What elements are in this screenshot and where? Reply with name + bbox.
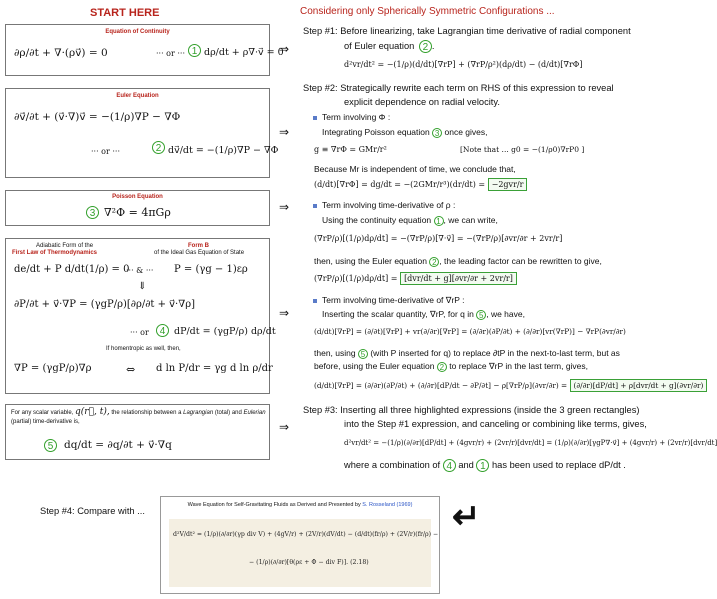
term2-eq: (∇rP/ρ)[(1/ρ)dρ/dt] = −(∇rP/ρ)[∇·v⃗] = −(∇rP/ρ)[∂vr/∂r + 2vr/r] [314,234,563,243]
term2-eq2-main: (∇rP/ρ)[(1/ρ)dρ/dt] = [314,274,398,283]
derivative-text-d: (partial) time-derivative is, [11,419,80,425]
thermo-title-d: of the Ideal Gas Equation of State [154,250,245,256]
derivative-text-a: For any scalar variable, [11,410,74,416]
euler-box [5,88,279,178]
term3-b: , we have, [486,309,525,319]
euler-or: ··· or ··· [91,147,120,156]
bullet-2 [313,204,317,208]
term2-c: then, using the Euler equation [314,256,427,266]
step3-circle-1: 1 [476,459,489,472]
rosseland-title [161,502,439,508]
continuity-eq-b: dρ/dt + ρ∇·v⃗ = 0 [204,47,284,58]
arrow-1: ⇒ [279,42,290,56]
term1-b: once gives, [444,127,488,137]
step1-line1: Step #1: Before linearizing, take Lagrangian time derivative of radial component [303,26,631,36]
term3-title: Term involving time-derivative of ∇rP : [322,295,465,305]
thermo-or: ··· or [130,328,149,337]
term1-title: Term involving Φ : [322,112,391,122]
term3-f: to replace ∇rP in the last term, gives, [449,361,589,371]
derivative-var: q(r⃗, t), [75,407,110,417]
thermo-title-a: Adiabatic Form of the [36,243,94,249]
thermo-title-c: Form B [188,243,209,249]
term3-c: then, using [314,348,356,358]
step3-line1: Step #3: Inserting all three highlighted expressions (inside the 3 green rectangles) [303,405,640,415]
arrow-4: ⇒ [279,306,290,320]
homentropic-note: If homentropic as well, then, [106,346,181,352]
term1-note: [Note that ... g0 = −(1/ρ0)∇rP0 ] [460,145,585,154]
bullet-3 [313,299,317,303]
return-arrow-icon: ↵ [452,498,481,536]
circle-1: 1 [188,44,201,57]
thermo-amp: ··· & ··· [126,266,154,275]
poisson-eq: ∇²Φ = 4πGρ [104,206,171,219]
arrow-5: ⇒ [279,420,290,434]
term2-circle-1: 1 [434,216,444,226]
term3-line-c [314,348,620,359]
rosseland-eq1: d²V/dt² = (1/ρ)(∂/∂r)(γp div V) + (4gV/r) + (2V/r)(dV/dt) − (d/dt)(fr/ρ) + (2V/r)(fr/ρ) − [173,531,439,538]
term3-line-a [322,309,525,320]
circle-5: 5 [44,439,57,452]
circle-2: 2 [152,141,165,154]
term2-circle-2: 2 [429,257,439,267]
term2-title: Term involving time-derivative of ρ : [322,200,456,210]
thermo-eq1b: P = (γg − 1)ερ [174,264,248,275]
step3-line2: into the Step #1 expression, and canceling or combining like terms, gives, [344,419,647,429]
rosseland-eq-area [169,519,439,587]
term1-c: Because Mr is independent of time, we conclude that, [314,164,516,174]
rosseland-box [160,496,440,594]
lagrangian-word: Lagrangian [183,410,214,416]
bullet-1 [313,116,317,120]
thermo-eq1: de/dt + P d/dt(1/ρ) = 0 [14,264,130,275]
step1-line2 [344,40,434,53]
thermo-box [5,238,276,394]
continuity-box [5,24,284,76]
poisson-box [5,190,270,226]
term2-b: , we can write, [443,215,498,225]
derivative-text-c: (total) and [214,410,242,416]
step3-e: has been used to replace dP/dt . [492,459,626,470]
step1-circle-2: 2 [419,40,432,53]
thermo-iff: ⇔ [126,363,136,376]
step3-c: where a combination of [344,459,441,470]
rosseland-eq2: − (1/ρ)(∂/∂r)[θ(ρε + Φ − div F)]. (2.18) [249,559,369,566]
right-heading: Considering only Spherically Symmetric Configurations ... [300,6,555,17]
step2-line2: explicit dependence on radial velocity. [344,97,500,107]
start-here-title: START HERE [90,7,160,19]
term3-circle-5: 5 [476,310,486,320]
step1-eq: d²vr/dt² = −(1/ρ)(d/dt)[∇rP] + (∇rP/ρ²)(dρ/dt) − (d/dt)[∇rΦ] [344,60,583,69]
rosseland-title-text: Wave Equation for Self-Gravitating Fluids as Derived and Presented by [187,502,361,508]
circle-4: 4 [156,324,169,337]
term2-eq2 [314,274,517,283]
term3-eq2 [314,381,707,390]
thermo-title-b: First Law of Thermodynamics [12,250,98,256]
step1-text: of Euler equation [344,40,415,51]
derivative-text-b: the relationship between a [111,410,182,416]
continuity-eq-a: ∂ρ/∂t + ∇·(ρv⃗) = 0 [14,47,108,59]
term3-circle-2: 2 [437,362,447,372]
step3-circle-4: 4 [443,459,456,472]
euler-eq-a: ∂v⃗/∂t + (v⃗·∇)v⃗ = −(1/ρ)∇P − ∇Φ [14,111,181,123]
term1-eq2 [314,180,527,189]
thermo-eq4a: ∇P = (γgP/ρ)∇ρ [14,363,92,374]
derivative-box [5,404,270,460]
term1-eq: g ≡ ∇rΦ = GMr/r² [314,145,387,154]
term3-d: (with P inserted for q) to replace ∂tP in the next-to-last term, but as [370,348,620,358]
step4-label: Step #4: Compare with ... [40,506,145,516]
term3-eq2-main: (d/dt)[∇rP] = (∂/∂r)(∂P/∂t) + (∂/∂r)[dP/dt − ∂P/∂t] − ρ[∇rP/ρ](∂vr/∂r) = [314,381,568,390]
step2-line1: Step #2: Strategically rewrite each term on RHS of this expression to reveal [303,83,614,93]
arrow-3: ⇒ [279,200,290,214]
term3-green-box: (∂/∂r)[dP/dt] + ρ[dvr/dt + g](∂vr/∂r) [570,379,708,392]
term2-green-box: [dvr/dt + g][∂vr/∂r + 2vr/r] [400,272,517,285]
circle-3: 3 [86,206,99,219]
term2-d: , the leading factor can be rewritten to give, [439,256,602,266]
euler-title: Euler Equation [116,93,159,99]
term3-eq: (d/dt)[∇rP] = (∂/∂t)[∇rP] + vr(∂/∂r)[∇rP] = (∂/∂r)(∂P/∂t) + (∂/∂r)[vr(∇rP)] − ∇rP(∂vr/∂r) [314,327,626,336]
step1-period: . [431,40,435,51]
derivative-text [11,408,266,427]
eulerian-word: Eulerian [243,410,266,416]
term2-line-c [314,256,602,267]
step3-d: and [458,459,474,470]
arrow-2: ⇒ [279,125,290,139]
term1-eq2-main: (d/dt)[∇rΦ] = dg/dt = −(2GMr/r³)(dr/dt) = [314,180,486,189]
thermo-eq3: dP/dt = (γgP/ρ) dρ/dt [174,326,276,337]
term2-line-a [322,215,498,226]
term3-a: Inserting the scalar quantity, ∇rP, for q in [322,309,474,319]
continuity-title: Equation of Continuity [105,29,170,35]
step3-eq: d²vr/dt² = −(1/ρ)(∂/∂r)[dP/dt] + (4gvr/r) + (2vr/r)[dvr/dt] = (1/ρ)(∂/∂r)[γgP∇·v⃗] + (4gvr/r) + (2vr/r)[dvr/dt] [344,439,717,447]
continuity-or: ··· or ··· [156,49,185,58]
term1-line-a [322,127,488,138]
term1-green-box: −2gvr/r [488,178,528,191]
derivative-eq: dq/dt = ∂q/∂t + v⃗·∇q [64,439,172,451]
step3-line3 [344,459,626,472]
thermo-eq2: ∂P/∂t + v⃗·∇P = (γgP/ρ)[∂ρ/∂t + v⃗·∇ρ] [14,299,196,310]
thermo-eq4b: d ln P/dr = γg d ln ρ/dr [156,363,273,374]
term3-circle-5b: 5 [358,349,368,359]
term2-a: Using the continuity equation [322,215,432,225]
term1-a: Integrating Poisson equation [322,127,430,137]
euler-eq-b: dv⃗/dt = −(1/ρ)∇P − ∇Φ [168,145,279,156]
poisson-title: Poisson Equation [112,194,163,200]
thermo-down: ⇓ [138,281,147,292]
term3-e: before, using the Euler equation [314,361,435,371]
term1-circle-3: 3 [432,128,442,138]
rosseland-author-link[interactable]: S. Rosseland (1969) [362,502,413,508]
term3-line-e [314,361,588,372]
